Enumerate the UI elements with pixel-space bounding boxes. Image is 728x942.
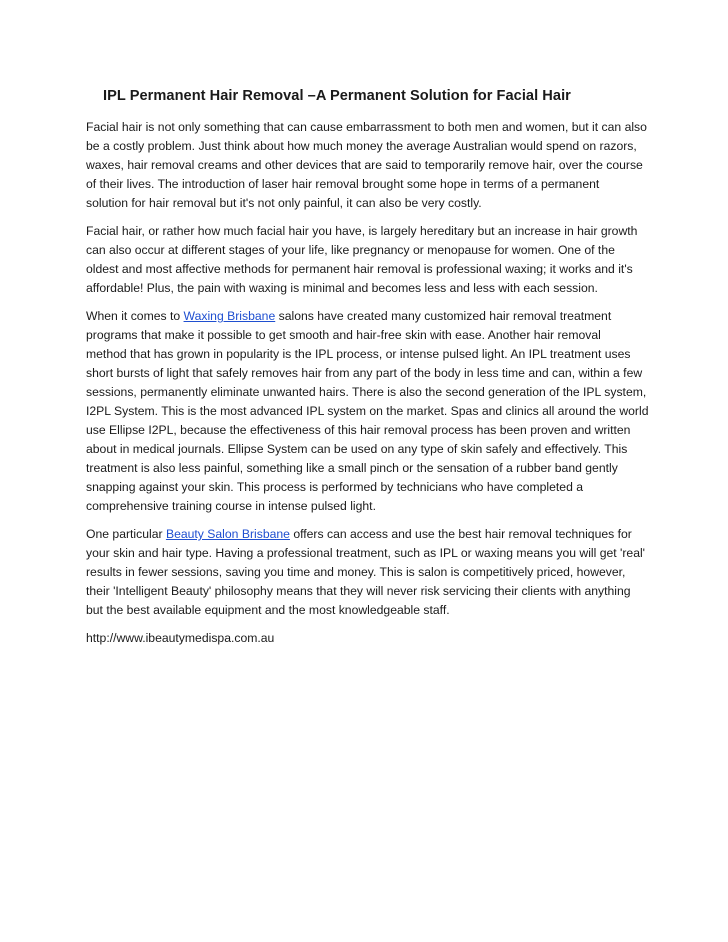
text-line: but the best available equipment and the most knowledgeable staff. — [86, 603, 450, 617]
text-line: their 'Intelligent Beauty' philosophy means that they will never risk servicing their clients with anything — [86, 584, 631, 598]
text-line: sessions, permanently eliminate unwanted hairs. There is also the second generation of the IPL system, — [86, 385, 647, 399]
text-line: waxes, hair removal creams and other devices that are said to temporarily remove hair, over the course — [86, 158, 643, 172]
waxing-brisbane-link[interactable]: Waxing Brisbane — [183, 309, 276, 323]
text-line: use Ellipse I2PL, because the effectiveness of this hair removal process has been proven and written — [86, 423, 631, 437]
text-line — [86, 525, 644, 544]
text-segment: When it comes to — [86, 309, 184, 323]
text-line: about in medical journals. Ellipse System can be used on any type of skin safely and effectively. This — [86, 442, 628, 456]
text-line: Facial hair is not only something that can cause embarrassment to both men and women, but it can also — [86, 120, 647, 134]
text-line: affordable! Plus, the pain with waxing is minimal and becomes less and less with each session. — [86, 281, 598, 295]
text-line: treatment is also less painful, something like a small pinch or the sensation of a rubber band gently — [86, 461, 618, 475]
text-segment: salons have created many customized hair removal treatment — [275, 309, 612, 323]
text-line: comprehensive training course in intense pulsed light. — [86, 499, 376, 513]
document-title: IPL Permanent Hair Removal –A Permanent Solution for Facial Hair — [103, 88, 571, 104]
text-segment: One particular — [86, 527, 166, 541]
text-line: Facial hair, or rather how much facial hair you have, is largely hereditary but an increase in hair growth — [86, 224, 638, 238]
text-line: programs that make it possible to get smooth and hair-free skin with ease. Another hair removal — [86, 328, 601, 342]
text-line: can also occur at different stages of your life, like pregnancy or menopause for women. One of the — [86, 243, 615, 257]
paragraph-3 — [86, 307, 649, 516]
text-line: be a costly problem. Just think about how much money the average Australian would spend on razors, — [86, 139, 637, 153]
text-line: short bursts of light that safely removes hair from any part of the body in less time and can, within a few — [86, 366, 643, 380]
text-line: of their lives. The introduction of laser hair removal brought some hope in terms of a permanent — [86, 177, 600, 191]
text-line — [86, 307, 644, 326]
paragraph-1 — [86, 118, 647, 213]
paragraph-2 — [86, 222, 644, 298]
text-line: oldest and most affective methods for permanent hair removal is professional waxing; it works and it's — [86, 262, 633, 276]
text-line: results in fewer sessions, saving you time and money. This is salon is competitively priced, however, — [86, 565, 626, 579]
text-line: solution for hair removal but it's not only painful, it can also be very costly. — [86, 196, 482, 210]
text-line: I2PL System. This is the most advanced IPL system on the market. Spas and clinics all around the world — [86, 404, 649, 418]
paragraph-4 — [86, 525, 644, 620]
source-url: http://www.ibeautymedispa.com.au — [86, 631, 275, 645]
text-line: snapping against your skin. This process is performed by technicians who have completed a — [86, 480, 584, 494]
text-segment: offers can access and use the best hair removal techniques for — [289, 527, 632, 541]
beauty-salon-brisbane-link[interactable]: Beauty Salon Brisbane — [165, 527, 290, 541]
text-line: method that has grown in popularity is the IPL process, or intense pulsed light. An IPL treatment uses — [86, 347, 631, 361]
text-line: your skin and hair type. Having a professional treatment, such as IPL or waxing means you will get 'real' — [86, 546, 646, 560]
